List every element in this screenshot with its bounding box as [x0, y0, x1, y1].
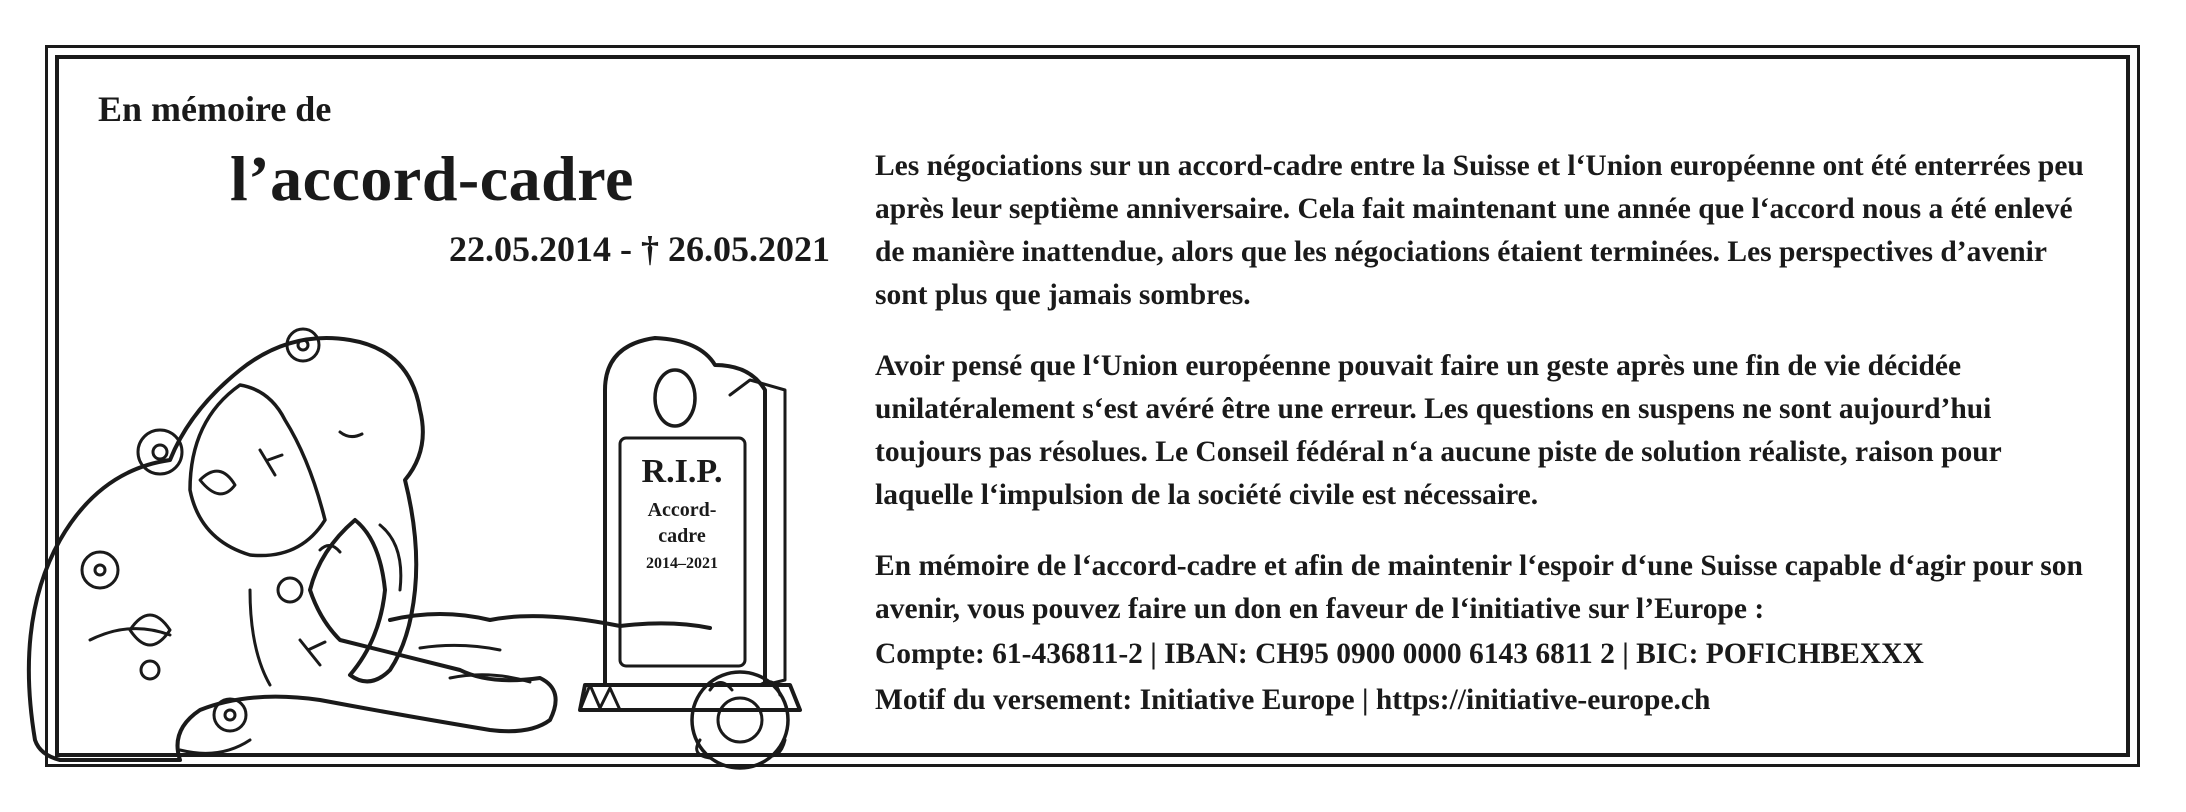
paragraph-3: En mémoire de l‘accord-cadre et afin de maintenir l‘espoir d‘une Suisse capable d‘agir pour son avenir, vous pouvez faire un don en faveur de l‘initiative sur l’Europe : [875, 550, 2083, 625]
paragraph-2: Avoir pensé que l‘Union européenne pouvait faire un geste après une fin de vie décidée unilatéralement s‘est avéré être une erreur. Les questions en suspens ne sont aujourd’hui toujours pas résolues. Le Conseil fédéral n‘a aucune piste de solution réaliste, raison pour laquelle l‘impulsion de la société civile est nécessaire. [875, 350, 2002, 511]
memory-label: En mémoire de [98, 89, 332, 129]
paragraph-1: Les négociations sur un accord-cadre entre la Suisse et l‘Union européenne ont été enterrées peu après leur septième anniversaire. Cela fait maintenant une année que l‘accord nous a été enlevé de manière inattendue, alors que les négociations étaient terminées. Les perspectives d’avenir sont plus que jamais sombres. [875, 150, 2084, 311]
dates-line: 22.05.2014 - † 26.05.2021 [449, 229, 830, 269]
tombstone-rip: R.I.P. [641, 453, 723, 490]
elephant-tombstone-illustration [20, 290, 820, 770]
page-title: l’accord-cadre [230, 143, 634, 214]
tombstone-line2: cadre [658, 525, 706, 547]
tombstone-years: 2014–2021 [646, 555, 718, 572]
tombstone-line1: Accord- [647, 499, 717, 521]
payment-account-line: Compte: 61-436811-2 | IBAN: CH95 0900 0000 6143 6811 2 | BIC: POFICHBEXXX [875, 638, 1924, 670]
payment-reason-line: Motif du versement: Initiative Europe | https://initiative-europe.ch [875, 684, 1711, 716]
body-text [875, 145, 2105, 723]
